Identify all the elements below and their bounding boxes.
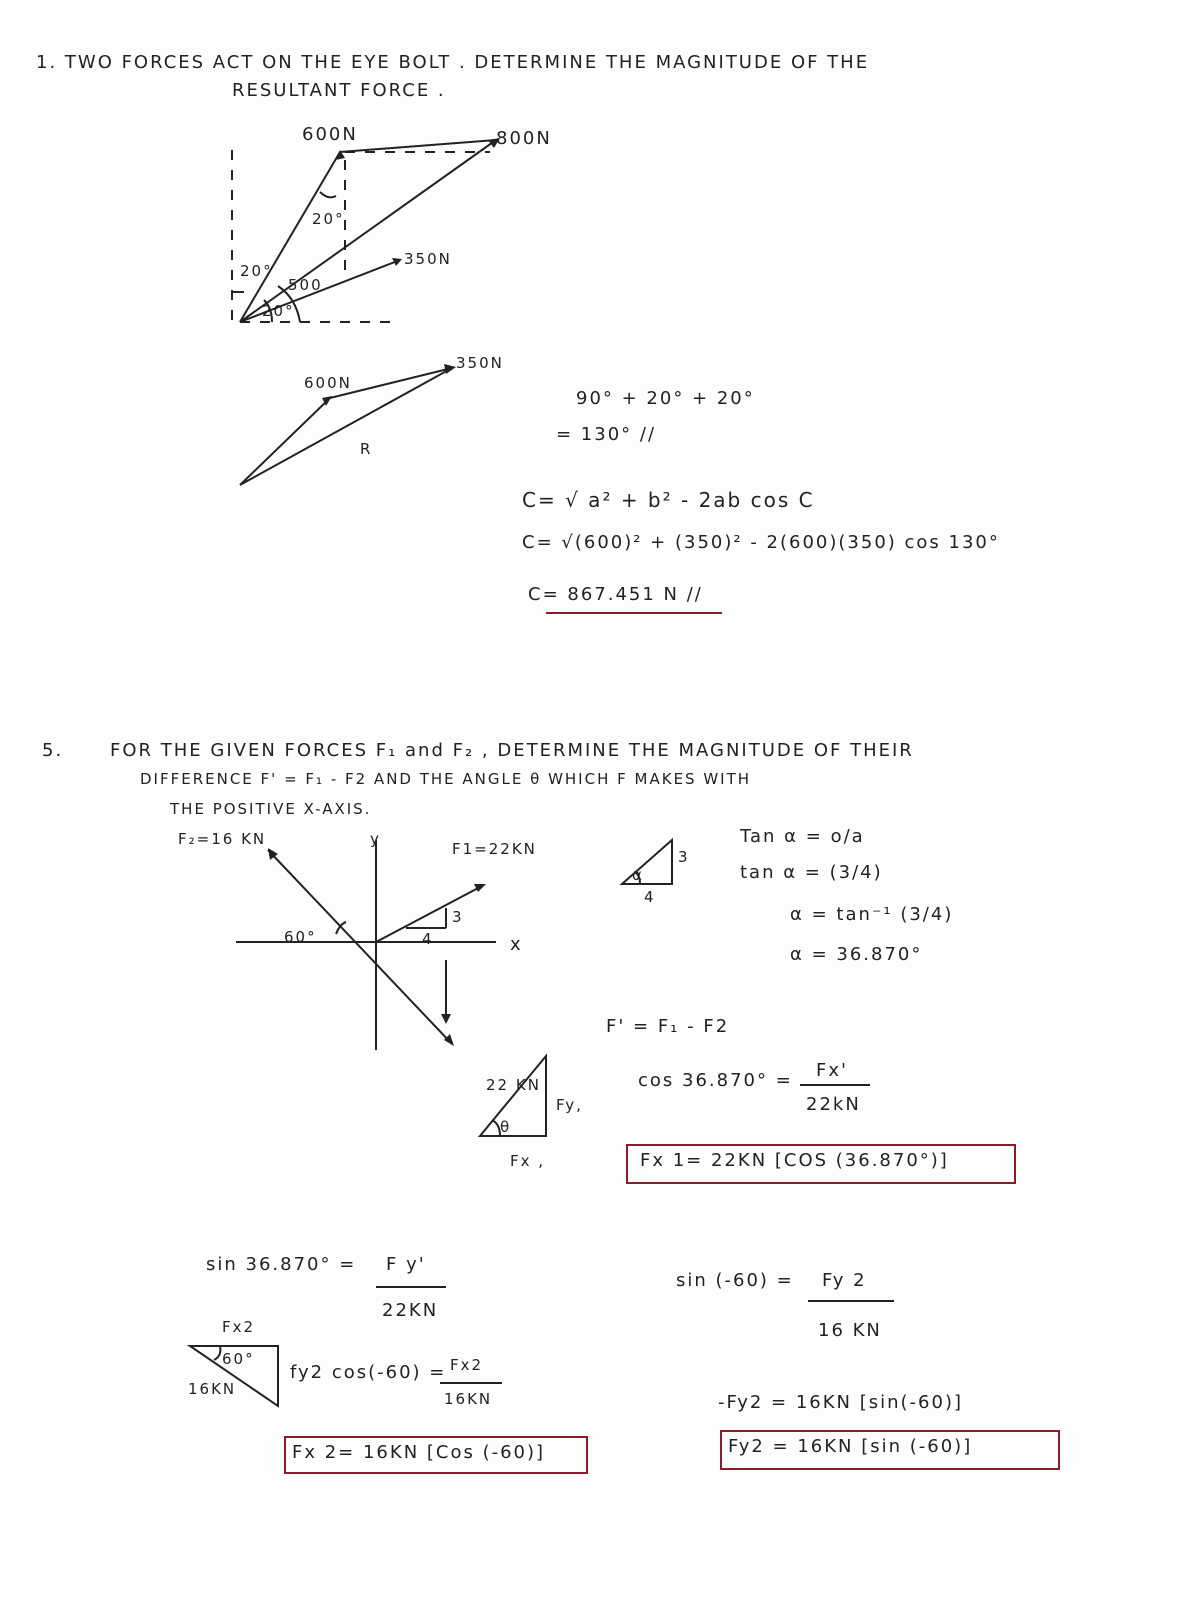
sin-fy2-numerator: Fy 2	[822, 1270, 867, 1291]
label-600n: 600N	[302, 124, 358, 145]
alpha-step-1: Tan α = o/a	[740, 826, 865, 847]
x-axis-label: x	[510, 934, 523, 955]
tri-side-3: 3	[452, 908, 464, 926]
cos-fx2-denominator: 16KN	[444, 1390, 493, 1408]
angle-60-label: 60°	[284, 928, 317, 946]
fx1-answer: Fx 1= 22KN [COS (36.870°)]	[640, 1150, 949, 1171]
cos-eq-numerator: Fx'	[816, 1060, 848, 1081]
fy2-equation: -Fy2 = 16KN [sin(-60)]	[718, 1392, 963, 1413]
answer-c: C= 867.451 N //	[528, 584, 703, 605]
tri-side-4: 4	[422, 930, 434, 948]
tri3-side: 16KN	[188, 1380, 237, 1398]
sin-fy2-denominator: 16 KN	[818, 1320, 882, 1341]
cos-eq-left: cos 36.870° =	[638, 1070, 793, 1091]
tri3-fx2-label: Fx2	[222, 1318, 256, 1336]
label-600n-triangle: 600N	[304, 374, 352, 392]
label-resultant-r: R	[360, 440, 373, 458]
alpha-step-3: α = tan⁻¹ (3/4)	[790, 904, 954, 925]
tri3-angle: 60°	[222, 1350, 255, 1368]
tri2-theta: θ	[500, 1118, 512, 1136]
sin-eq-left: sin 36.870° =	[206, 1254, 357, 1275]
label-350n-triangle: 350N	[456, 354, 504, 372]
alpha-symbol: α	[632, 866, 644, 884]
problem5-line2: DIFFERENCE F' = F₁ - F2 AND THE ANGLE θ WHICH F MAKES WITH	[140, 770, 752, 788]
sin-fy2-left: sin (-60) =	[676, 1270, 794, 1291]
angle-sum: 90° + 20° + 20°	[576, 388, 755, 409]
side-tri-3: 3	[678, 848, 690, 866]
tri2-adj-label: Fx ,	[510, 1152, 546, 1170]
tri2-hyp-label: 22 KN	[486, 1076, 541, 1094]
difference-equation: F' = F₁ - F2	[606, 1016, 730, 1037]
fx2-answer: Fx 2= 16KN [Cos (-60)]	[292, 1442, 546, 1463]
alpha-step-2: tan α = (3/4)	[740, 862, 883, 883]
problem1-line2: RESULTANT FORCE .	[232, 80, 446, 101]
angle-result: = 130° //	[556, 424, 657, 445]
f1-label: F1=22KN	[452, 840, 537, 858]
label-350n: 350N	[404, 250, 452, 268]
f2-label: F₂=16 KN	[178, 830, 267, 848]
y-axis-label: y	[370, 830, 381, 848]
label-500: 500	[288, 276, 323, 294]
fy2-answer: Fy2 = 16KN [sin (-60)]	[728, 1436, 973, 1457]
tri2-opp-label: Fy,	[556, 1096, 583, 1114]
sin-eq-fraction-bar	[376, 1286, 446, 1288]
problem1-line1: 1. TWO FORCES ACT ON THE EYE BOLT . DETERMINE THE MAGNITUDE OF THE	[36, 52, 870, 73]
angle-label-20-left: 20°	[240, 262, 273, 280]
sin-eq-denominator: 22KN	[382, 1300, 439, 1321]
label-800n: 800N	[496, 128, 552, 149]
cos-eq-fraction-bar	[800, 1084, 870, 1086]
cosine-law-formula: C= √ a² + b² - 2ab cos C	[522, 488, 815, 512]
sin-fy2-fraction-bar	[808, 1300, 894, 1302]
angle-label-20-bottom: 20°	[262, 302, 295, 320]
cos-fx2-fraction-bar	[440, 1382, 502, 1384]
sin-eq-numerator: F y'	[386, 1254, 426, 1275]
alpha-step-4: α = 36.870°	[790, 944, 923, 965]
cos-eq-denominator: 22kN	[806, 1094, 861, 1115]
problem5-line3: THE POSITIVE X-AXIS.	[170, 800, 372, 818]
problem5-line1: FOR THE GIVEN FORCES F₁ and F₂ , DETERMINE THE MAGNITUDE OF THEIR	[110, 740, 914, 761]
cosine-law-substituted: C= √(600)² + (350)² - 2(600)(350) cos 130°	[522, 532, 1000, 553]
side-tri-4: 4	[644, 888, 656, 906]
problem5-number: 5.	[42, 740, 64, 761]
cos-fx2-numerator: Fx2	[450, 1356, 484, 1374]
cos-fx2-left: fy2 cos(-60) =	[290, 1362, 447, 1383]
angle-label-20-top: 20°	[312, 210, 345, 228]
